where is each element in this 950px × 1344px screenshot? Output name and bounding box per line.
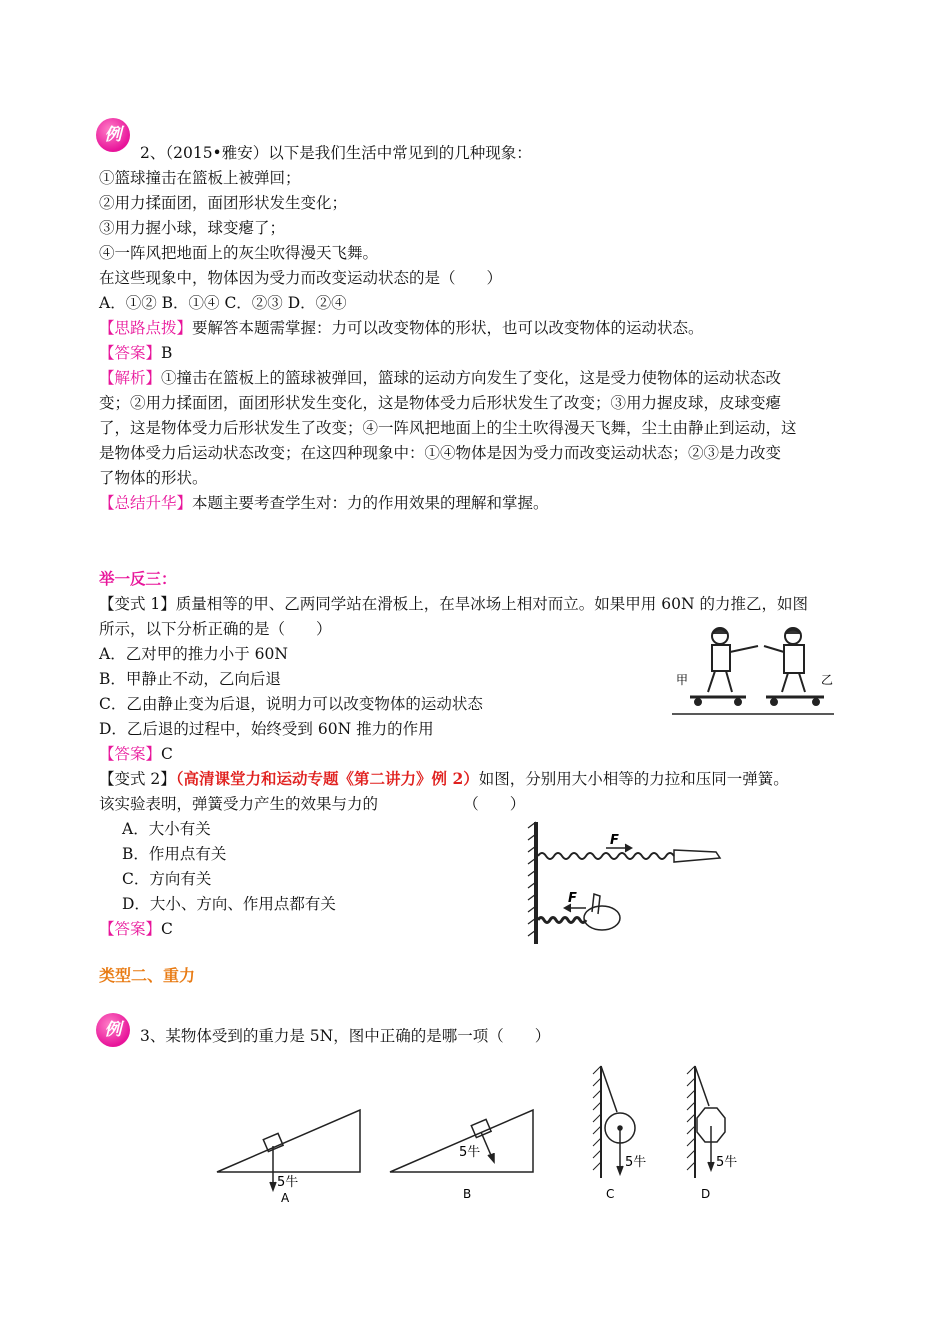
force-label-c: 5牛 xyxy=(625,1155,647,1170)
hint-text: 要解答本题需掌握：力可以改变物体的形状，也可以改变物体的运动状态。 xyxy=(192,319,704,337)
v1-option-d: D．乙后退的过程中，始终受到 60N 推力的作用 xyxy=(99,720,434,738)
option-label-a: A xyxy=(281,1191,290,1205)
force-label-b: 5牛 xyxy=(459,1145,481,1160)
v2-option-d: D．大小、方向、作用点都有关 xyxy=(122,895,336,913)
v2-line-1: 【变式 2】（高清课堂力和运动专题《第二讲力》例 2）如图，分别用大小相等的力拉和压同一弹簧。 xyxy=(99,769,789,788)
v1-option-a: A．乙对甲的推力小于 60N xyxy=(99,645,288,663)
example2-summary xyxy=(99,491,549,515)
example2-item-4: ④一阵风把地面上的灰尘吹得漫天飞舞。 xyxy=(99,244,379,262)
summary-label: 【总结升华】 xyxy=(99,494,193,512)
example3-badge-icon: 例 xyxy=(96,1013,130,1047)
v1-answer: 【答案】C xyxy=(99,745,173,763)
v1-line-2: 所示，以下分析正确的是（ ） xyxy=(99,620,332,638)
option-label-b: B xyxy=(463,1187,472,1201)
example2-options: A．①② B．①④ C．②③ D．②④ xyxy=(99,294,347,312)
v1-option-b: B．甲静止不动，乙向后退 xyxy=(99,670,281,688)
option-label-c: C xyxy=(606,1187,615,1201)
force-label-bottom: F xyxy=(568,891,577,906)
v2-option-b: B．作用点有关 xyxy=(122,845,227,863)
force-label-top: F xyxy=(610,833,619,848)
example2-analysis-5: 了物体的形状。 xyxy=(99,469,208,487)
spring-figure xyxy=(526,822,726,944)
gravity-figure xyxy=(215,1058,775,1208)
hint-label: 【思路点拨】 xyxy=(99,319,193,337)
example3-question: 3、某物体受到的重力是 5N，图中正确的是哪一项（ ） xyxy=(140,1027,551,1045)
example2-analysis-1: 【解析】①撞击在篮板上的篮球被弹回，篮球的运动方向发生了变化，这是受力使物体的运动状态改 xyxy=(99,369,782,387)
example-badge-icon: 例 xyxy=(96,118,130,152)
analysis-label: 【解析】 xyxy=(99,369,162,387)
v2-option-c: C．方向有关 xyxy=(122,870,212,888)
example2-analysis-4: 是物体受力后运动状态改变；在这四种现象中：①④物体是因为受力而改变运动状态；②③是力改变 xyxy=(99,444,782,462)
force-label-d: 5牛 xyxy=(716,1155,738,1170)
summary-text: 本题主要考查学生对：力的作用效果的理解和掌握。 xyxy=(192,494,549,512)
skaters-figure xyxy=(668,622,838,717)
option-label-d: D xyxy=(701,1187,711,1201)
type2-heading: 类型二、重力 xyxy=(99,966,196,985)
answer-text: B xyxy=(161,344,173,362)
v1-line-1: 【变式 1】质量相等的甲、乙两同学站在滑板上，在旱冰场上相对而立。如果甲用 60N 的力推乙，如图 xyxy=(99,595,808,613)
practice-heading: 举一反三： xyxy=(99,570,177,588)
v2-line-2: 该实验表明，弹簧受力产生的效果与力的 （ ） xyxy=(99,795,526,813)
example2-item-2: ②用力揉面团，面团形状发生变化； xyxy=(99,194,348,212)
example2-analysis-2: 变；②用力揉面团，面团形状发生变化，这是物体受力后形状发生了改变；③用力握皮球，皮球变瘪 xyxy=(99,394,782,412)
example2-item-3: ③用力握小球，球变瘪了； xyxy=(99,219,286,237)
example2-item-1: ①篮球撞击在篮板上被弹回； xyxy=(99,169,301,187)
force-label-a: 5牛 xyxy=(277,1175,299,1190)
example2-ask: 在这些现象中，物体因为受力而改变运动状态的是（ ） xyxy=(99,269,503,287)
v2-source: （高清课堂力和运动专题《第二讲力》例 2） xyxy=(175,769,479,788)
label-yi: 乙 xyxy=(821,673,834,687)
example2-answer xyxy=(99,341,172,365)
v2-option-a: A．大小有关 xyxy=(122,820,211,838)
example2-question: 2、（2015•雅安）以下是我们生活中常见到的几种现象： xyxy=(140,144,532,162)
label-jia: 甲 xyxy=(676,673,689,687)
v2-answer: 【答案】C xyxy=(99,920,173,938)
v1-option-c: C．乙由静止变为后退，说明力可以改变物体的运动状态 xyxy=(99,695,483,713)
example2-hint xyxy=(99,316,704,340)
answer-label: 【答案】 xyxy=(99,344,162,362)
example2-analysis-3: 了，这是物体受力后形状发生了改变；④一阵风把地面上的尘土吹得漫天飞舞，尘土由静止到运动，这 xyxy=(99,419,797,437)
